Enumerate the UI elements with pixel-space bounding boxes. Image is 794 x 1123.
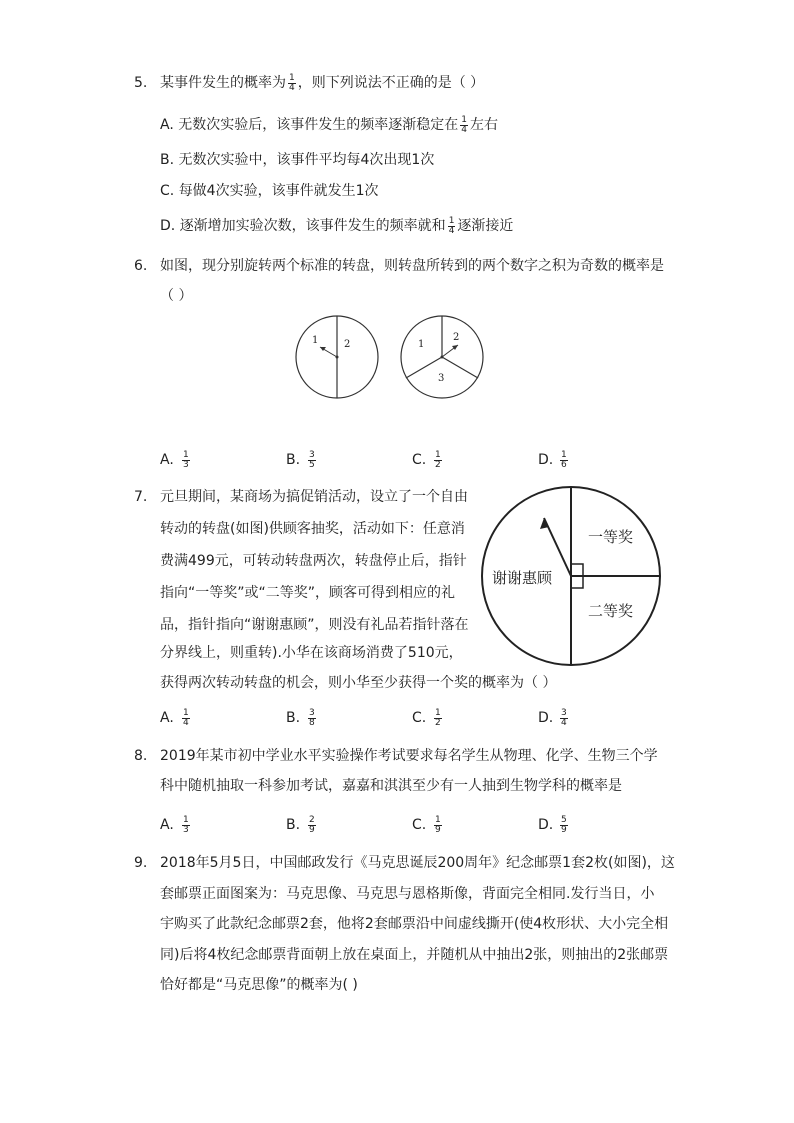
label-thanks: 谢谢惠顾 — [492, 569, 553, 587]
right-angle-mark — [571, 564, 583, 576]
q7-choice-d: D. $\frac{3}{4}$ — [538, 707, 567, 728]
q8-choice-c: C. $\frac{1}{9}$ — [412, 814, 441, 835]
q6-spinner-figure — [290, 315, 490, 405]
q5-option-d-fraction: $\frac{1}{4}$ — [448, 215, 455, 236]
spinner2-label-3: 3 — [438, 373, 445, 384]
q7-line-6: 分界线上，则重转).小华在该商场消费了510元， — [160, 645, 463, 661]
q5-number: 5. — [134, 75, 148, 91]
q5-option-c: C. 每做4次实验，该事件就发生1次 — [160, 183, 379, 199]
q8-number: 8. — [134, 748, 148, 764]
q6-choice-d: D. $\frac{1}{6}$ — [538, 449, 567, 470]
q5-option-a: A. 无数次实验后，该事件发生的频率逐渐稳定在 $\frac{1}{4}$ 左右 — [160, 114, 498, 135]
spinner1-label-1: 1 — [312, 335, 319, 346]
q7-line-4: 指向“一等奖”或“二等奖”，顾客可得到相应的礼 — [160, 585, 456, 601]
q7-line-1: 元旦期间，某商场为搞促销活动，设立了一个自由 — [160, 489, 468, 505]
q8-line-1: 2019年某市初中学业水平实验操作考试要求每名学生从物理、化学、生物三个学 — [160, 748, 658, 764]
q6-stem-line2: （ ） — [160, 288, 193, 304]
q9-line-4: 同)后将4枚纪念邮票背面朝上放在桌面上，并随机从中抽出2张，则抽出的2张邮票 — [160, 947, 669, 963]
q9-line-5: 恰好都是“马克思像”的概率为( ) — [160, 977, 358, 993]
q5-stem-before: 某事件发生的概率为 — [160, 75, 286, 91]
q7-line-5: 品，指针指向“谢谢惠顾”，则没有礼品若指针落在 — [160, 617, 469, 633]
q7-line-7: 获得两次转动转盘的机会，则小华至少获得一个奖的概率为（ ） — [160, 675, 557, 691]
q5-option-b: B. 无数次实验中，该事件平均每4次出现1次 — [160, 152, 435, 168]
q8-choice-d: D. $\frac{5}{9}$ — [538, 814, 567, 835]
q7-prize-wheel — [478, 484, 664, 668]
q5-option-d: D. 逐渐增加实验次数，该事件发生的频率就和 $\frac{1}{4}$ 逐渐接近 — [160, 215, 514, 236]
q8-line-2: 科中随机抽取一科参加考试，嘉嘉和淇淇至少有一人抽到生物学科的概率是 — [160, 778, 622, 794]
q5-stem-after: ，则下列说法不正确的是（ ） — [297, 75, 485, 91]
q6-stem-line1: 如图，现分别旋转两个标准的转盘，则转盘所转到的两个数字之积为奇数的概率是 — [160, 258, 664, 274]
q6-choice-c: C. $\frac{1}{2}$ — [412, 449, 441, 470]
label-second-prize: 二等奖 — [588, 602, 634, 620]
spinner2-label-1: 1 — [418, 339, 425, 350]
q7-choice-a: A. $\frac{1}{4}$ — [160, 707, 189, 728]
q5-stem — [160, 73, 484, 93]
spinner1-label-2: 2 — [344, 339, 351, 350]
q6-choice-b: B. $\frac{3}{5}$ — [286, 449, 315, 470]
q6-number: 6. — [134, 258, 148, 274]
label-first-prize: 一等奖 — [588, 528, 634, 546]
q5-option-a-fraction: $\frac{1}{4}$ — [461, 114, 467, 135]
q7-number: 7. — [134, 489, 148, 505]
q6-choice-a: A. $\frac{1}{3}$ — [160, 449, 189, 470]
q9-number: 9. — [134, 855, 148, 871]
q7-choice-c: C. $\frac{1}{2}$ — [412, 707, 441, 728]
q9-line-3: 宇购买了此款纪念邮票2套，他将2套邮票沿中间虚线撕开(使4枚形状、大小完全相 — [160, 916, 669, 932]
spinner-three-sections — [401, 316, 483, 398]
q9-line-1: 2018年5月5日，中国邮政发行《马克思诞辰200周年》纪念邮票1套2枚(如图)，这 — [160, 855, 675, 871]
q7-line-3: 费满499元，可转动转盘两次，转盘停止后，指针 — [160, 553, 467, 569]
q7-line-2: 转动的转盘(如图)供顾客抽奖，活动如下：任意消 — [160, 521, 465, 537]
spinner-two-sections — [296, 316, 378, 398]
q8-choice-a: A. $\frac{1}{3}$ — [160, 814, 189, 835]
q8-choice-b: B. $\frac{2}{9}$ — [286, 814, 315, 835]
q7-choice-b: B. $\frac{3}{8}$ — [286, 707, 315, 728]
q5-stem-fraction: $\frac{1}{4}$ — [289, 72, 295, 93]
q9-line-2: 套邮票正面图案为：马克思像、马克思与恩格斯像，背面完全相同.发行当日，小 — [160, 886, 655, 902]
spinner2-label-2: 2 — [453, 332, 460, 343]
